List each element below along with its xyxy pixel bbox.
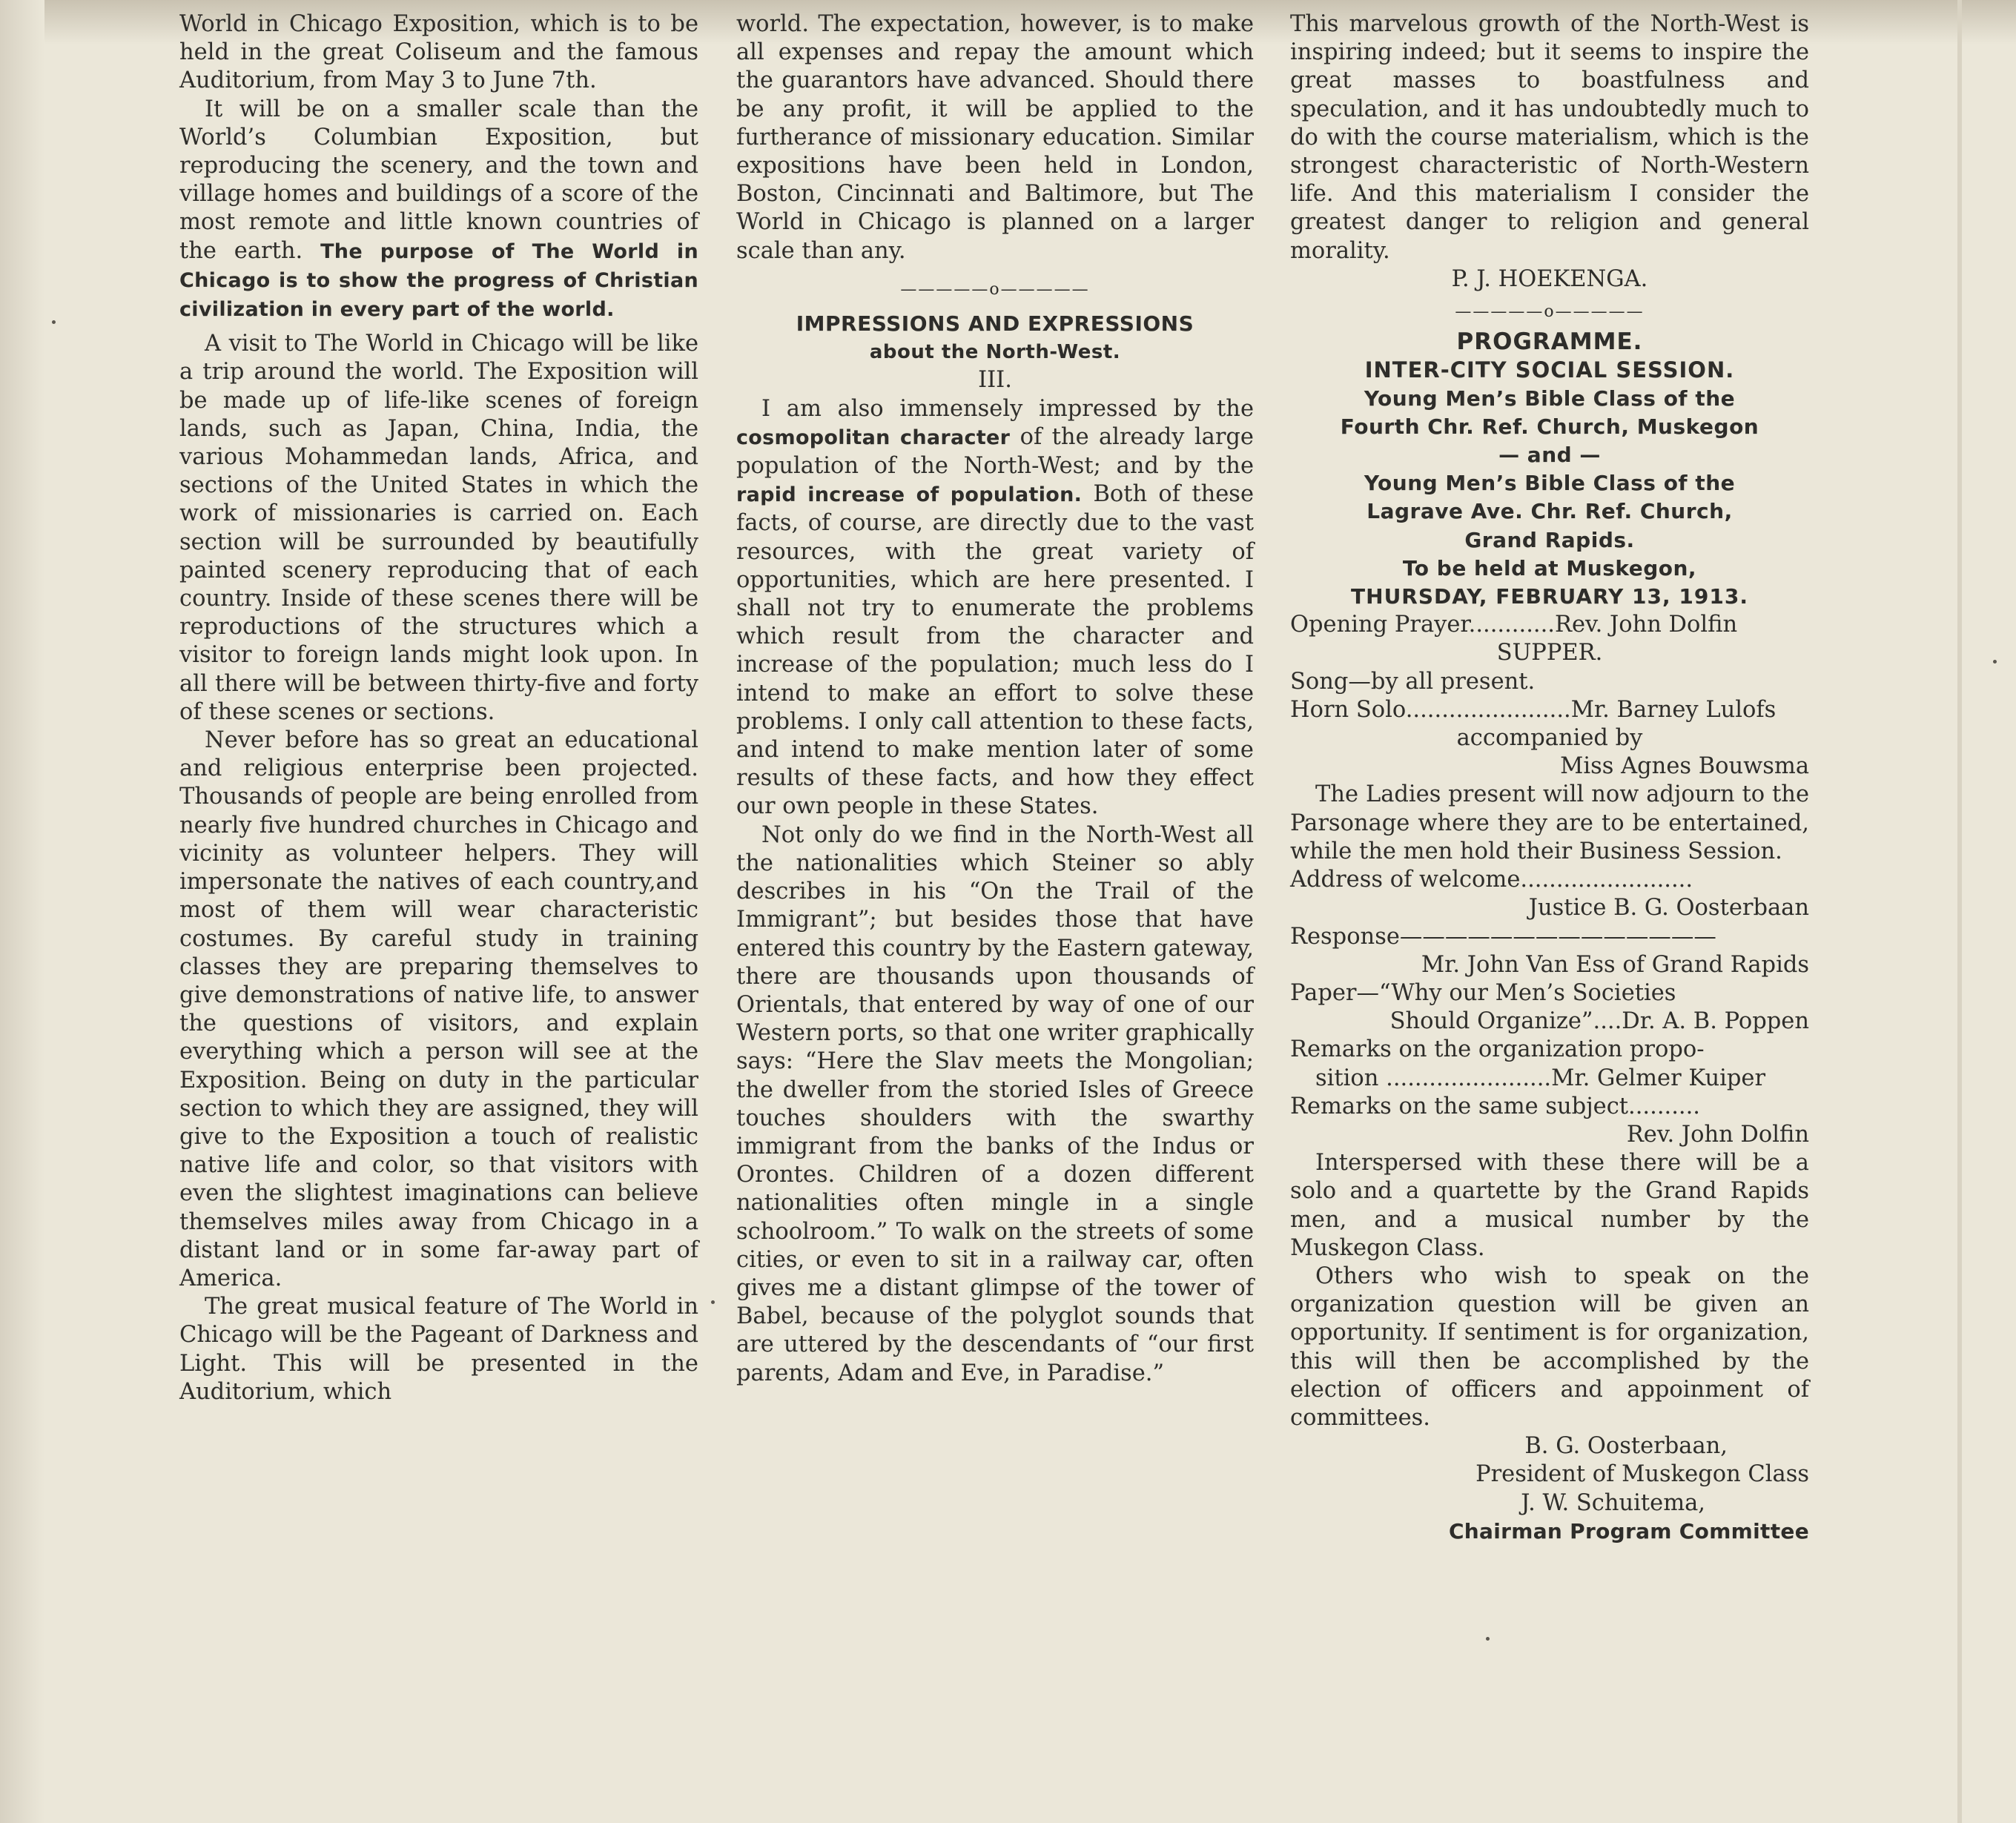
programme-item: Response—————————————— bbox=[1290, 923, 1716, 950]
programme-item: Song—by all present. bbox=[1290, 668, 1536, 695]
emphasis: rapid increase of population. bbox=[736, 483, 1083, 507]
paragraph: Others who wish to speak on the organization question will be given an opportunity. If sentiment is for organization, this will then be accomplished by the election of officers and appoinment of committees. bbox=[1290, 1263, 1809, 1431]
bold-statement: The purpose of The World in Chicago is to show the progress of Christian civilization in every part of the world. bbox=[179, 239, 699, 322]
paragraph: Interspersed with these there will be a solo and a quartette by the Grand Rapids men, and a musical number by the Muskegon Class. bbox=[1290, 1150, 1809, 1261]
column-2 bbox=[736, 10, 1254, 1388]
page-margin bbox=[0, 0, 44, 1823]
paragraph: This marvelous growth of the North-West is inspiring indeed; but it seems to inspire the great masses to boastfulness and speculation, and it has undoubtedly much to do with the course materialism, which is the strongest characteristic of North-Western life. And this materialism I consider the greatest danger to religion and general morality. bbox=[1290, 11, 1809, 264]
programme-item: sition .......................Mr. Gelmer Kuiper bbox=[1315, 1065, 1766, 1091]
paper-speck bbox=[711, 1300, 715, 1304]
programme-item: Horn Solo.......................Mr. Barney Lulofs bbox=[1290, 696, 1777, 723]
programme-item: Rev. John Dolfin bbox=[1626, 1121, 1809, 1148]
programme-item: accompanied by bbox=[1456, 725, 1643, 752]
paragraph-text: of the already large population of the North-West; and by the bbox=[736, 423, 1254, 480]
article-subtitle: about the North-West. bbox=[869, 341, 1121, 364]
paragraph-text: I am also immensely impressed by the bbox=[761, 395, 1254, 422]
programme-heading-line: To be held at Muskegon, bbox=[1402, 555, 1697, 580]
signature-line: Chairman Program Committee bbox=[1448, 1518, 1809, 1544]
programme-item: Miss Agnes Bouwsma bbox=[1560, 753, 1809, 780]
programme-item: Address of welcome........................ bbox=[1290, 867, 1693, 893]
programme-subtitle: INTER-CITY SOCIAL SESSION. bbox=[1364, 357, 1735, 383]
paper-speck bbox=[1993, 660, 1997, 664]
programme-heading-line: Grand Rapids. bbox=[1464, 527, 1635, 552]
paragraph: A visit to The World in Chicago will be like a trip around the world. The Exposition will be made up of life-like scenes of foreign lands, such as Japan, China, India, the various Mohammedan lands, Africa, and sections of the United States in which the work of missionaries is carried on. Each section will be surrounded by beautifully painted scenery reproducing that of each country. Inside of these scenes there will be reproductions of the structures which a visitor to foreign lands might look upon. In all there will be between thirty-five and forty of these scenes or sections. bbox=[179, 331, 698, 725]
signature-line: President of Muskegon Class bbox=[1475, 1461, 1809, 1488]
programme-item: Remarks on the same subject.......... bbox=[1290, 1093, 1700, 1119]
emphasis: cosmopolitan character bbox=[736, 426, 1011, 449]
programme-item: SUPPER. bbox=[1496, 640, 1603, 666]
signature-line: B. G. Oosterbaan, bbox=[1524, 1433, 1728, 1460]
programme-item: Paper—“Why our Men’s Societies bbox=[1290, 979, 1676, 1006]
paragraph: world. The expectation, however, is to make all expenses and repay the amount which the guarantors have advanced. Should there be any profit, it will be applied to the furtherance of missionary education. Similar expositions have been held in London, Boston, Cincinnati and Baltimore, but The World in Chicago is planned on a larger scale than any. bbox=[736, 11, 1254, 264]
paragraph bbox=[179, 96, 698, 325]
programme-item: Opening Prayer............Rev. John Dolfin bbox=[1290, 612, 1738, 638]
paragraph bbox=[736, 395, 1254, 821]
programme-heading-line: Young Men’s Bible Class of the bbox=[1364, 471, 1736, 496]
paragraph: The great musical feature of The World in Chicago will be the Pageant of Darkness and Light. This will be presented in the Auditorium, which bbox=[179, 1294, 698, 1405]
article-title: IMPRESSIONS AND EXPRESSIONS bbox=[796, 311, 1194, 337]
programme-title: PROGRAMME. bbox=[1456, 328, 1643, 356]
event-date: THURSDAY, FEBRUARY 13, 1913. bbox=[1351, 584, 1748, 609]
paragraph: The Ladies present will now adjourn to the Parsonage where they are to be entertained, while the men hold their Business Session. bbox=[1290, 781, 1809, 864]
section-divider: —————o————— bbox=[900, 279, 1090, 299]
signature-line: J. W. Schuitema, bbox=[1521, 1489, 1705, 1516]
column-1 bbox=[179, 10, 698, 1406]
paragraph: Never before has so great an educational and religious enterprise been projected. Thousands of people are being enrolled from nearly five hundred churches in Chicago and vicinity as volunteer helpers. They will impersonate the natives of each country,and most of them will wear characteristic costumes. By careful study in training classes they are preparing themselves to give demonstrations of native life, to answer the questions of visitors, and explain everything which a person will see at the Exposition. Being on duty in the particular section to which they are assigned, they will give to the Exposition a touch of realistic native life and color, so that visitors with even the slightest imaginations can believe themselves miles away from Chicago in a distant land or in some far-away part of America. bbox=[179, 727, 698, 1291]
programme-heading-line: Young Men’s Bible Class of the bbox=[1364, 386, 1736, 411]
paper-speck bbox=[52, 320, 56, 324]
programme-heading-line: Lagrave Ave. Chr. Ref. Church, bbox=[1366, 499, 1733, 524]
paragraph-text: Both of these facts, of course, are directly due to the vast resources, with the great variety of opportunities, which are here presented. I shall not try to enumerate the problems which result from the character and increase of the population; much less do I intend to make an effort to solve these problems. I only call attention to these facts, and intend to make mention later of some results of these facts, and how they effect our own people in these States. bbox=[736, 481, 1254, 820]
programme-item: Remarks on the organization propo- bbox=[1290, 1036, 1705, 1063]
section-divider: —————o————— bbox=[1455, 302, 1645, 322]
programme-item: Should Organize”....Dr. A. B. Poppen bbox=[1389, 1008, 1809, 1035]
paragraph: Not only do we find in the North-West all the nationalities which Steiner so ably describes in his “On the Trail of the Immigrant”; but besides those that have entered this country by the Eastern gateway, there are thousands upon thousands of Orientals, that entered by way of one of our Western ports, so that one writer graphically says: “Here the Slav meets the Mongolian; the dweller from the storied Isles of Greece touches shoulders with the swarthy immigrant from the banks of the Indus or Orontes. Children of a dozen different nationalities often mingle in a single schoolroom.” To walk on the streets of some cities, or even to sit in a railway car, often gives me a distant glimpse of the tower of Babel, because of the polyglot sounds that are uttered by the descendants of “our first parents, Adam and Eve, in Paradise.” bbox=[736, 821, 1254, 1386]
fold-line bbox=[1957, 0, 1962, 1823]
paragraph-text: It will be on a smaller scale than the World’s Columbian Exposition, but reproducing the scenery, and the town and village homes and buildings of a score of the most remote and little known countries of the earth. bbox=[179, 96, 698, 264]
paragraph: World in Chicago Exposition, which is to be held in the great Coliseum and the famous Auditorium, from May 3 to June 7th. bbox=[179, 11, 698, 94]
programme-heading-line: — and — bbox=[1498, 443, 1601, 468]
programme-item: Mr. John Van Ess of Grand Rapids bbox=[1421, 951, 1809, 978]
column-3 bbox=[1290, 10, 1809, 1546]
programme-heading-line: Fourth Chr. Ref. Church, Muskegon bbox=[1340, 414, 1759, 439]
paper-speck bbox=[1486, 1637, 1490, 1641]
programme-item: Justice B. G. Oosterbaan bbox=[1528, 895, 1809, 922]
article-part-number: III. bbox=[978, 367, 1012, 394]
author-signature: P. J. HOEKENGA. bbox=[1451, 265, 1648, 292]
